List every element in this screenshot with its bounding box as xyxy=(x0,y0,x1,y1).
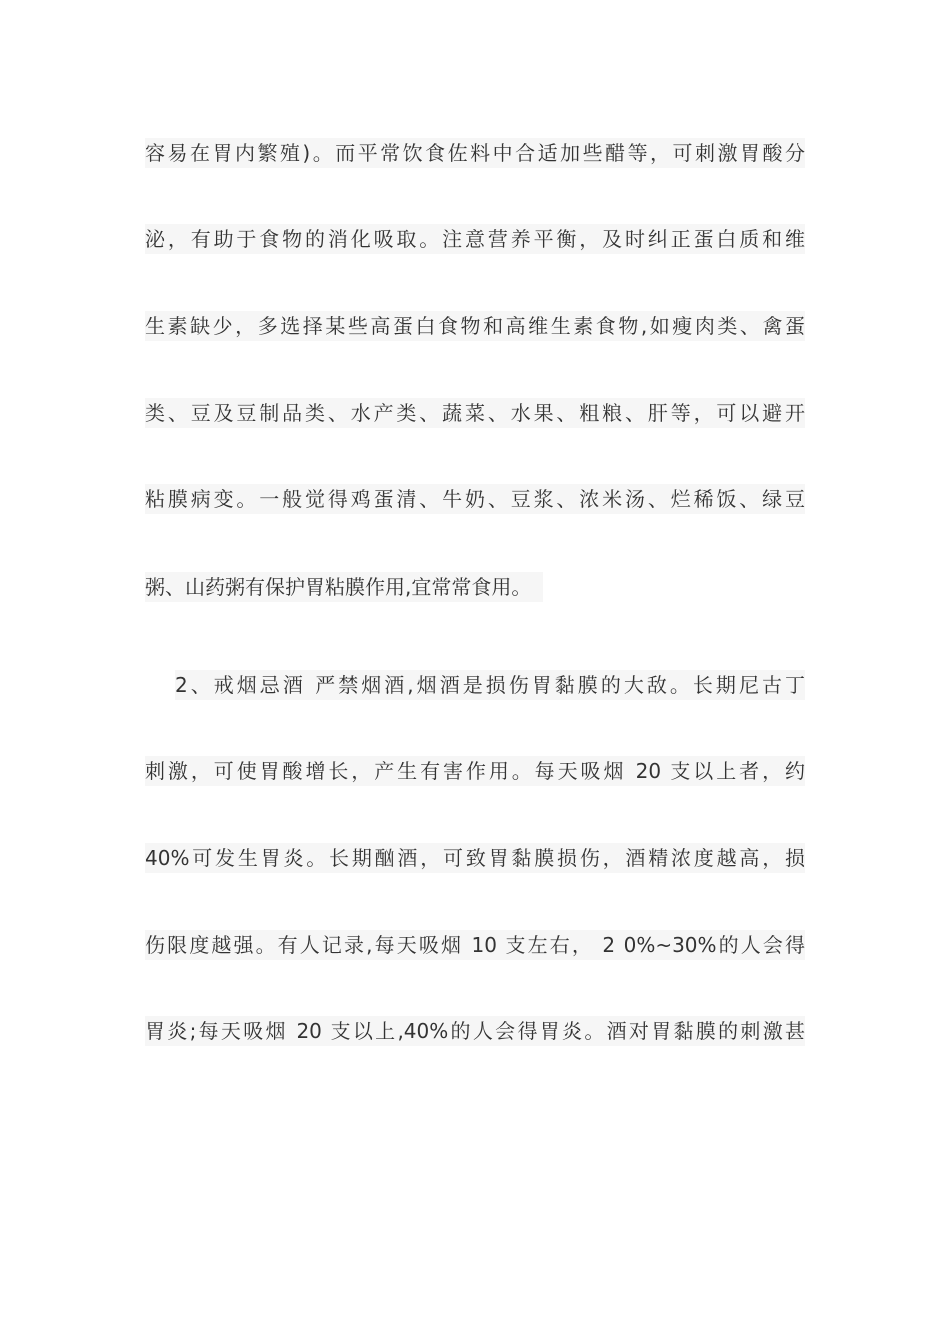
text-line: 泌，有助于食物的消化吸取。注意营养平衡，及时纠正蛋白质和维 xyxy=(145,224,805,254)
text-line-paragraph-start: 2、戒烟忌酒 严禁烟酒,烟酒是损伤胃黏膜的大敌。长期尼古丁 xyxy=(175,670,805,700)
text-line: 刺激，可使胃酸增长，产生有害作用。每天吸烟 20 支以上者，约 xyxy=(145,756,805,786)
text-line: 40%可发生胃炎。长期酗酒，可致胃黏膜损伤，酒精浓度越高，损 xyxy=(145,843,805,873)
text-line: 生素缺少，多选择某些高蛋白食物和高维生素食物,如瘦肉类、禽蛋 xyxy=(145,311,805,341)
text-line: 粘膜病变。一般觉得鸡蛋清、牛奶、豆浆、浓米汤、烂稀饭、绿豆 xyxy=(145,484,805,514)
text-line-paragraph-end: 粥、山药粥有保护胃粘膜作用,宜常常食用。 xyxy=(145,572,543,602)
text-line: 胃炎;每天吸烟 20 支以上,40%的人会得胃炎。酒对胃黏膜的刺激甚 xyxy=(145,1016,805,1046)
text-line: 伤限度越强。有人记录,每天吸烟 10 支左右， 2 0%~30%的人会得 xyxy=(145,930,805,960)
text-line: 容易在胃内繁殖)。而平常饮食佐料中合适加些醋等，可刺激胃酸分 xyxy=(145,138,805,168)
text-line: 类、豆及豆制品类、水产类、蔬菜、水果、粗粮、肝等，可以避开 xyxy=(145,398,805,428)
